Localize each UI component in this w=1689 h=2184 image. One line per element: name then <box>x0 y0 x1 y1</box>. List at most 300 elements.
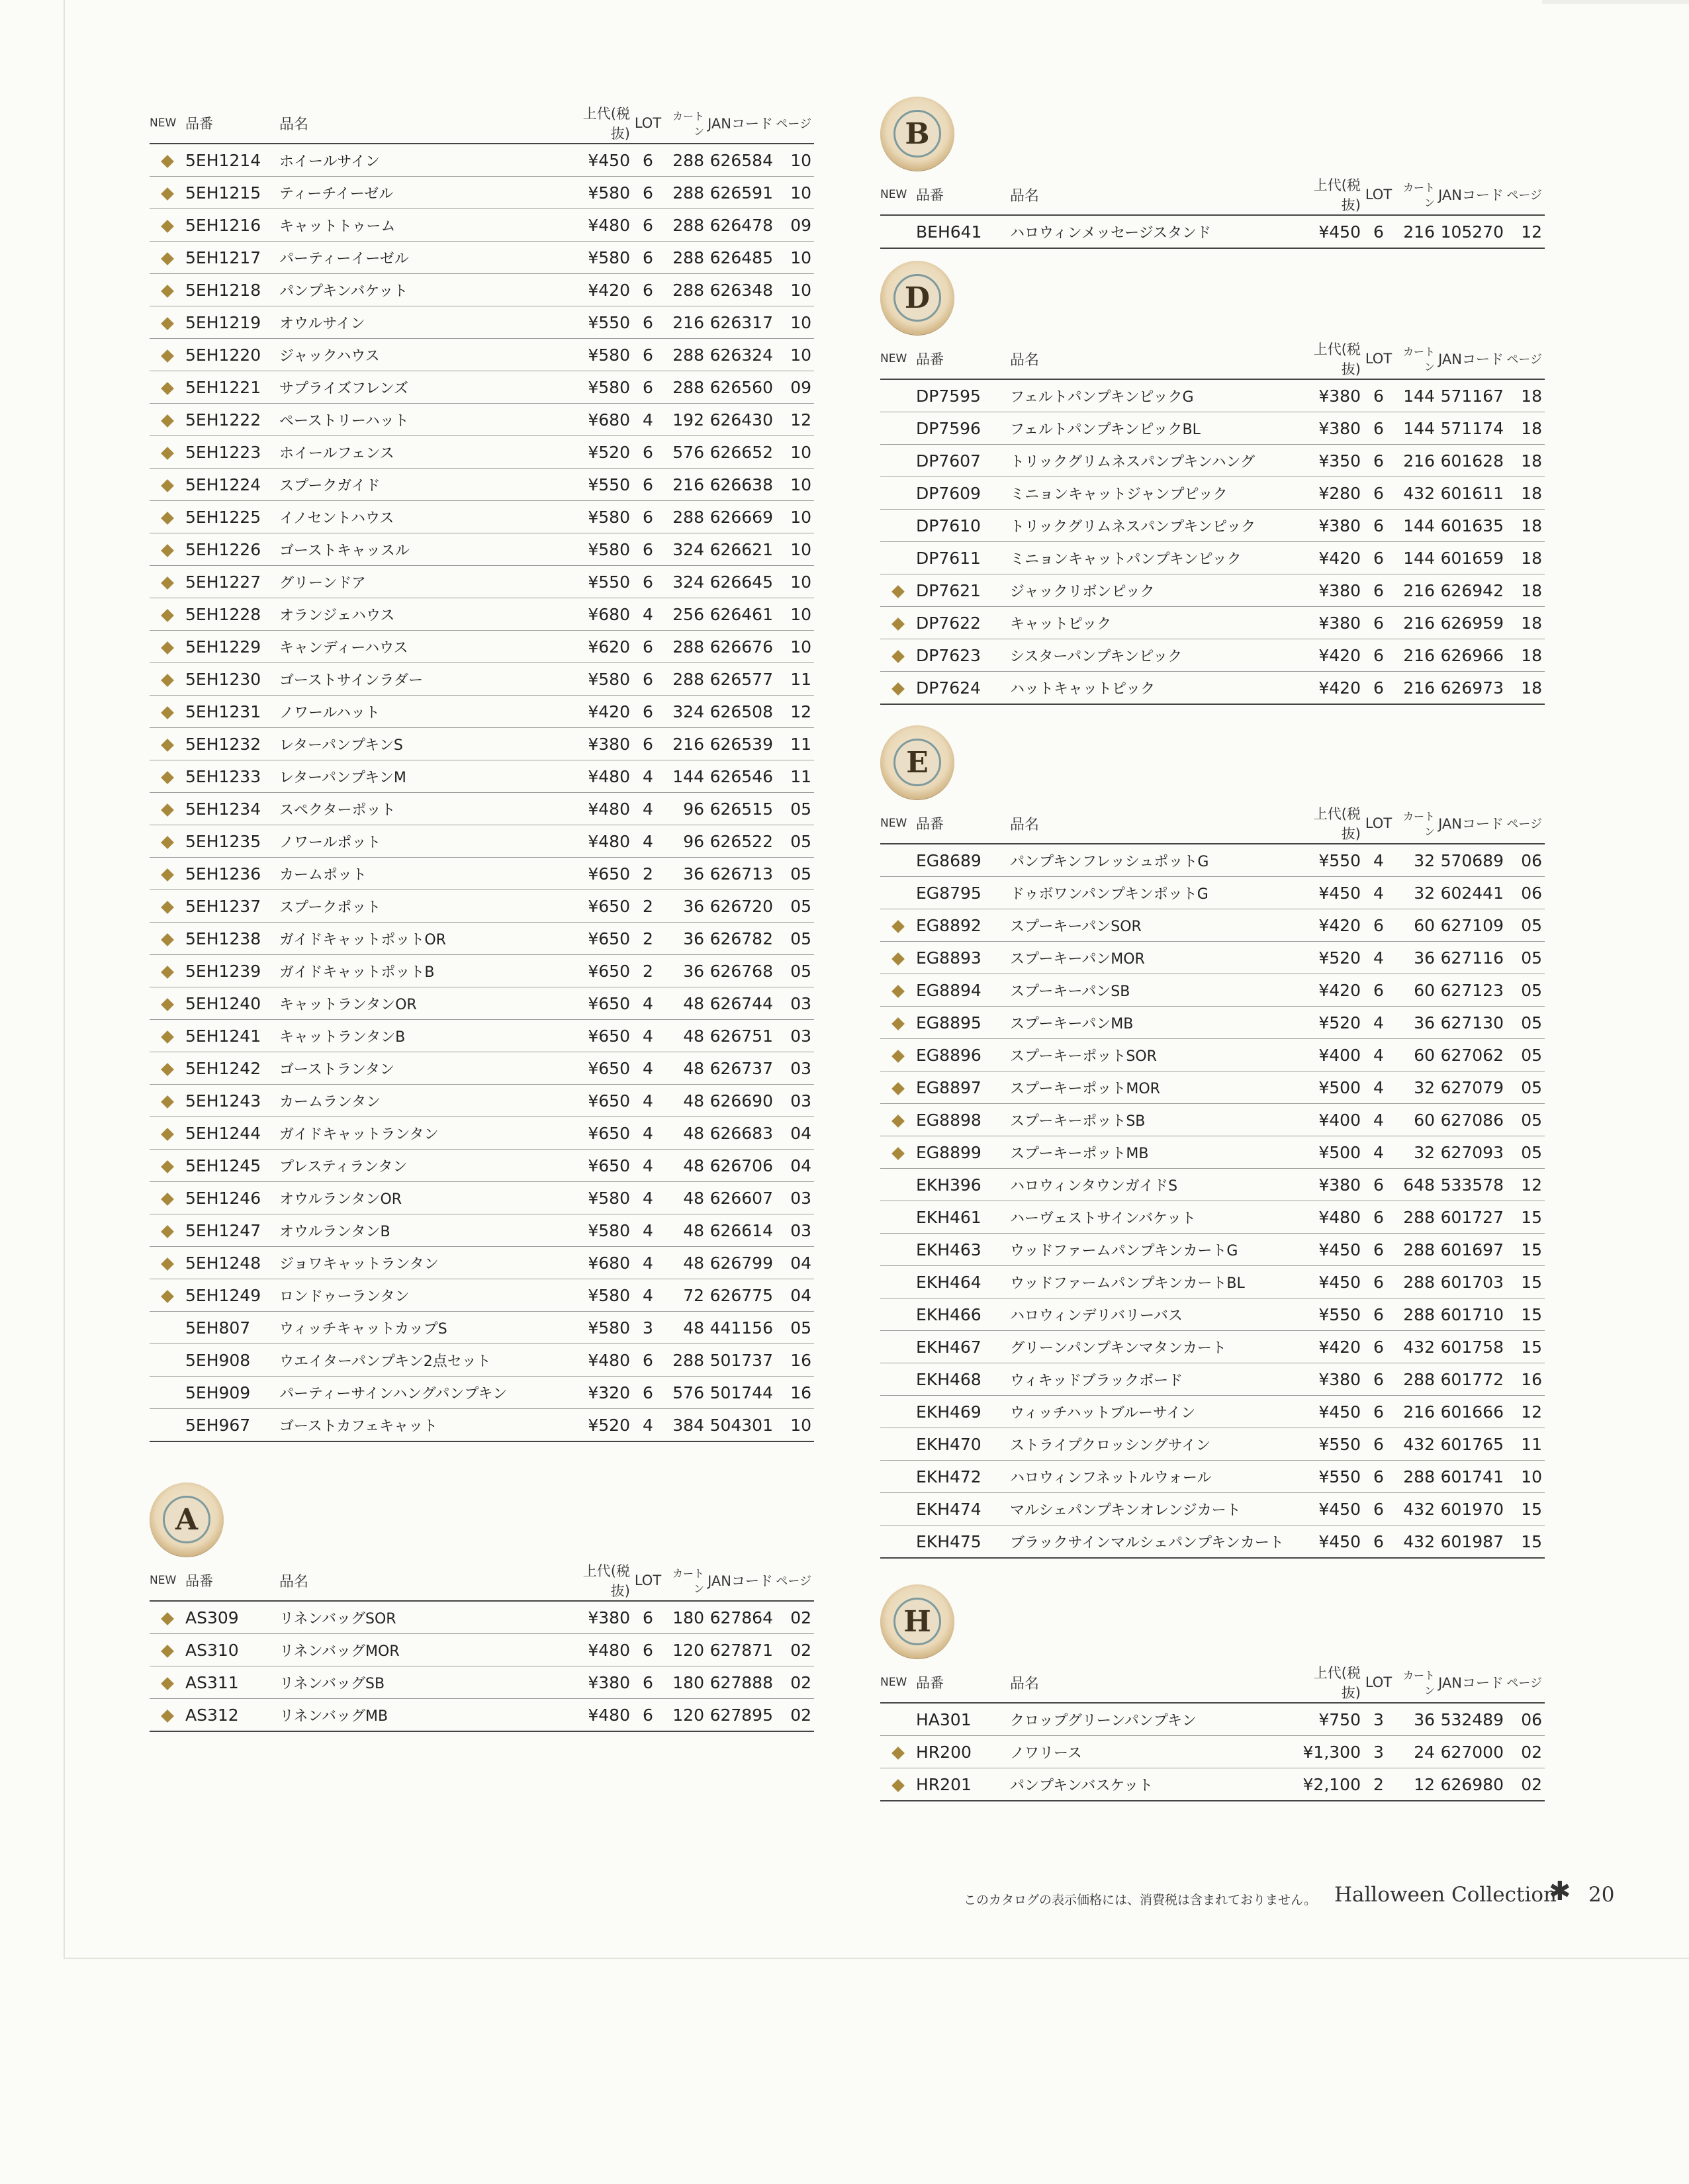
cell-jan: 601659 <box>1435 542 1504 574</box>
table-row <box>880 574 1545 607</box>
column-header-carton: カートン <box>1396 803 1435 844</box>
cell-carton: 48 <box>666 1085 704 1117</box>
new-marker-cell <box>880 1039 916 1071</box>
new-marker-cell <box>880 877 916 909</box>
cell-price: ¥580 <box>564 1214 630 1247</box>
new-diamond-icon <box>161 1030 174 1044</box>
section-e <box>880 725 1545 1559</box>
cell-jan: 627888 <box>704 1666 773 1699</box>
cell-carton: 36 <box>1396 942 1435 974</box>
table-header-row <box>150 103 814 144</box>
table-row <box>150 566 814 598</box>
table-row <box>150 144 814 177</box>
cell-lot: 6 <box>1361 542 1396 574</box>
cell-carton: 32 <box>1396 1071 1435 1104</box>
new-marker-cell <box>150 1377 185 1409</box>
new-marker-cell <box>880 574 916 607</box>
column-header-name: 品名 <box>279 1561 564 1601</box>
cell-jan: 627130 <box>1435 1007 1504 1039</box>
table-header-row <box>880 339 1545 379</box>
new-diamond-icon <box>891 952 905 966</box>
cell-carton: 216 <box>1396 1396 1435 1428</box>
cell-name: スプークポット <box>279 890 564 923</box>
cell-code: EG8898 <box>916 1104 1010 1136</box>
cell-code: 5EH807 <box>185 1312 279 1344</box>
cell-jan: 627895 <box>704 1699 773 1732</box>
cell-carton: 180 <box>666 1601 704 1634</box>
cell-price: ¥580 <box>564 177 630 209</box>
column-header-code: 品番 <box>916 339 1010 379</box>
cell-jan: 601635 <box>1435 510 1504 542</box>
new-marker-cell <box>880 1136 916 1169</box>
table-row <box>880 1136 1545 1169</box>
new-diamond-icon <box>161 382 174 395</box>
cell-price: ¥680 <box>564 1247 630 1279</box>
cell-name: レターパンプキンS <box>279 728 564 760</box>
cell-lot: 6 <box>630 306 666 339</box>
cell-lot: 6 <box>1361 574 1396 607</box>
cell-name: パンプキンバスケット <box>1010 1768 1295 1801</box>
cell-name: ウィッチキャットカップS <box>279 1312 564 1344</box>
cell-code: DP7623 <box>916 639 1010 672</box>
cell-code: 5EH1221 <box>185 371 279 404</box>
cell-jan: 626317 <box>704 306 773 339</box>
cell-price: ¥550 <box>564 566 630 598</box>
cell-name: ペーストリーハット <box>279 404 564 436</box>
table-row <box>880 877 1545 909</box>
new-marker-cell <box>150 631 185 663</box>
new-marker-cell <box>150 1214 185 1247</box>
cell-name: パンプキンフレッシュポットG <box>1010 844 1295 877</box>
cell-code: 5EH1223 <box>185 436 279 469</box>
cell-code: EKH467 <box>916 1331 1010 1363</box>
new-marker-cell <box>880 379 916 412</box>
table-row <box>150 793 814 825</box>
cell-code: AS311 <box>185 1666 279 1699</box>
catalog-table-d <box>880 339 1545 705</box>
cell-name: ホイールフェンス <box>279 436 564 469</box>
cell-lot: 6 <box>630 242 666 274</box>
cell-price: ¥450 <box>1295 1234 1361 1266</box>
cell-jan: 601765 <box>1435 1428 1504 1461</box>
cell-lot: 6 <box>630 274 666 306</box>
cell-code: 5EH1237 <box>185 890 279 923</box>
catalog-table-h <box>880 1662 1545 1801</box>
cell-lot: 4 <box>630 1247 666 1279</box>
cell-code: EKH469 <box>916 1396 1010 1428</box>
cell-jan: 626980 <box>1435 1768 1504 1801</box>
cell-lot: 4 <box>630 825 666 858</box>
cell-code: EG8894 <box>916 974 1010 1007</box>
table-row <box>150 1312 814 1344</box>
cell-code: AS309 <box>185 1601 279 1634</box>
table-row <box>880 1461 1545 1493</box>
cell-jan: 626669 <box>704 501 773 533</box>
cell-code: 5EH1245 <box>185 1150 279 1182</box>
column-header-carton: カートン <box>666 1561 704 1601</box>
cell-page: 10 <box>773 533 814 566</box>
cell-name: プレスティランタン <box>279 1150 564 1182</box>
cell-name: ウィッチハットブルーサイン <box>1010 1396 1295 1428</box>
column-header-name: 品名 <box>1010 1662 1295 1703</box>
cell-name: スプーキーパンMOR <box>1010 942 1295 974</box>
cell-page: 12 <box>773 696 814 728</box>
cell-carton: 432 <box>1396 1331 1435 1363</box>
cell-name: スプーキーポットSOR <box>1010 1039 1295 1071</box>
table-row <box>150 533 814 566</box>
table-row <box>880 909 1545 942</box>
cell-carton: 324 <box>666 533 704 566</box>
cell-carton: 324 <box>666 696 704 728</box>
cell-name: ハーヴェストサインバケット <box>1010 1201 1295 1234</box>
new-marker-cell <box>880 542 916 574</box>
cell-carton: 144 <box>666 760 704 793</box>
cell-carton: 216 <box>1396 574 1435 607</box>
cell-lot: 6 <box>1361 1461 1396 1493</box>
new-marker-cell <box>150 1279 185 1312</box>
cell-jan: 626485 <box>704 242 773 274</box>
cell-code: AS312 <box>185 1699 279 1732</box>
column-header-price: 上代(税抜) <box>1295 1662 1361 1703</box>
column-header-jan: JANコード <box>1435 1662 1504 1703</box>
cell-price: ¥420 <box>564 274 630 306</box>
new-marker-cell <box>880 1363 916 1396</box>
cell-page: 10 <box>773 566 814 598</box>
cell-price: ¥450 <box>1295 877 1361 909</box>
cell-page: 05 <box>773 858 814 890</box>
cell-page: 12 <box>1504 1396 1545 1428</box>
new-marker-cell <box>150 501 185 533</box>
table-row <box>880 1039 1545 1071</box>
new-marker-cell <box>150 793 185 825</box>
cell-jan: 601666 <box>1435 1396 1504 1428</box>
column-header-code: 品番 <box>916 175 1010 215</box>
new-marker-cell <box>150 1247 185 1279</box>
cell-page: 18 <box>1504 510 1545 542</box>
cell-lot: 6 <box>1361 1266 1396 1298</box>
cell-price: ¥550 <box>1295 1461 1361 1493</box>
cell-price: ¥750 <box>1295 1703 1361 1736</box>
cell-price: ¥380 <box>1295 1169 1361 1201</box>
section-badge-h <box>880 1584 954 1659</box>
cell-carton: 288 <box>1396 1461 1435 1493</box>
table-header-row <box>150 1561 814 1601</box>
cell-price: ¥380 <box>1295 574 1361 607</box>
new-marker-cell <box>880 1461 916 1493</box>
cell-lot: 4 <box>630 1279 666 1312</box>
cell-page: 02 <box>1504 1736 1545 1768</box>
cell-code: 5EH1229 <box>185 631 279 663</box>
cell-jan: 441156 <box>704 1312 773 1344</box>
cell-name: フェルトパンプキンピックBL <box>1010 412 1295 445</box>
cell-page: 03 <box>773 1020 814 1052</box>
table-row <box>150 371 814 404</box>
cell-jan: 626782 <box>704 923 773 955</box>
new-diamond-icon <box>161 1193 174 1206</box>
cell-code: EG8897 <box>916 1071 1010 1104</box>
table-row <box>150 890 814 923</box>
cell-code: 5EH1246 <box>185 1182 279 1214</box>
new-diamond-icon <box>161 901 174 914</box>
new-diamond-icon <box>161 252 174 265</box>
cell-carton: 180 <box>666 1666 704 1699</box>
cell-name: ガイドキャットポットB <box>279 955 564 987</box>
cell-name: ノワールポット <box>279 825 564 858</box>
cell-code: EG8892 <box>916 909 1010 942</box>
cell-jan: 627871 <box>704 1634 773 1666</box>
badge-letter: D <box>893 274 941 322</box>
cell-name: パンプキンバケット <box>279 274 564 306</box>
cell-lot: 6 <box>1361 607 1396 639</box>
new-diamond-icon <box>161 674 174 687</box>
new-marker-cell <box>150 987 185 1020</box>
cell-page: 06 <box>1504 877 1545 909</box>
badge-letter: E <box>893 739 941 786</box>
cell-lot: 4 <box>630 760 666 793</box>
table-row <box>880 412 1545 445</box>
cell-page: 11 <box>1504 1428 1545 1461</box>
cell-page: 05 <box>1504 1039 1545 1071</box>
cell-name: オウルランタンOR <box>279 1182 564 1214</box>
cell-price: ¥550 <box>1295 1428 1361 1461</box>
cell-code: 5EH1231 <box>185 696 279 728</box>
cell-lot: 6 <box>1361 1396 1396 1428</box>
page-edge-top <box>1542 0 1689 4</box>
cell-jan: 626522 <box>704 825 773 858</box>
new-marker-cell <box>880 1525 916 1559</box>
cell-carton: 216 <box>1396 607 1435 639</box>
new-marker-cell <box>150 598 185 631</box>
cell-jan: 601727 <box>1435 1201 1504 1234</box>
cell-jan: 601710 <box>1435 1298 1504 1331</box>
new-marker-cell <box>150 1020 185 1052</box>
new-marker-cell <box>150 533 185 566</box>
cell-lot: 6 <box>1361 1169 1396 1201</box>
cell-name: ゴーストサインラダー <box>279 663 564 696</box>
cell-price: ¥380 <box>1295 607 1361 639</box>
cell-code: EKH396 <box>916 1169 1010 1201</box>
cell-lot: 6 <box>630 436 666 469</box>
cell-page: 16 <box>773 1344 814 1377</box>
column-header-code: 品番 <box>185 103 279 144</box>
table-row <box>150 1666 814 1699</box>
cell-carton: 120 <box>666 1699 704 1732</box>
cell-page: 10 <box>773 598 814 631</box>
table-row <box>880 1104 1545 1136</box>
table-row <box>150 728 814 760</box>
cell-lot: 4 <box>630 1409 666 1442</box>
cell-carton: 120 <box>666 1634 704 1666</box>
cell-page: 10 <box>1504 1461 1545 1493</box>
new-diamond-icon <box>891 1147 905 1160</box>
new-diamond-icon <box>161 966 174 979</box>
cell-jan: 626744 <box>704 987 773 1020</box>
new-diamond-icon <box>161 868 174 882</box>
cell-jan: 570689 <box>1435 844 1504 877</box>
cell-jan: 626652 <box>704 436 773 469</box>
cell-page: 04 <box>773 1150 814 1182</box>
cell-name: スプーキーポットSB <box>1010 1104 1295 1136</box>
cell-page: 02 <box>773 1634 814 1666</box>
new-diamond-icon <box>891 1050 905 1063</box>
new-marker-cell <box>150 566 185 598</box>
cell-code: EKH464 <box>916 1266 1010 1298</box>
cell-carton: 288 <box>1396 1363 1435 1396</box>
cell-jan: 627123 <box>1435 974 1504 1007</box>
column-header-page: ページ <box>1504 803 1545 844</box>
cell-page: 10 <box>773 501 814 533</box>
table-row <box>150 663 814 696</box>
cell-carton: 144 <box>1396 412 1435 445</box>
cell-code: 5EH1226 <box>185 533 279 566</box>
new-diamond-icon <box>891 1747 905 1760</box>
new-marker-cell <box>150 890 185 923</box>
cell-carton: 216 <box>666 728 704 760</box>
new-marker-cell <box>150 371 185 404</box>
cell-lot: 6 <box>630 209 666 242</box>
new-marker-cell <box>880 477 916 510</box>
cell-page: 15 <box>1504 1234 1545 1266</box>
cell-lot: 6 <box>1361 215 1396 248</box>
cell-carton: 384 <box>666 1409 704 1442</box>
table-row <box>150 1020 814 1052</box>
new-marker-cell <box>880 844 916 877</box>
cell-carton: 432 <box>1396 477 1435 510</box>
cell-code: HA301 <box>916 1703 1010 1736</box>
new-diamond-icon <box>161 1225 174 1238</box>
cell-price: ¥450 <box>1295 215 1361 248</box>
cell-carton: 48 <box>666 987 704 1020</box>
cell-lot: 6 <box>1361 1298 1396 1331</box>
cell-price: ¥420 <box>564 696 630 728</box>
cell-carton: 288 <box>1396 1234 1435 1266</box>
table-row <box>150 1052 814 1085</box>
cell-jan: 626768 <box>704 955 773 987</box>
table-row <box>880 542 1545 574</box>
cell-code: 5EH1233 <box>185 760 279 793</box>
cell-name: ミニョンキャットジャンプピック <box>1010 477 1295 510</box>
table-row <box>150 1409 814 1442</box>
cell-price: ¥650 <box>564 1020 630 1052</box>
table-row <box>880 1525 1545 1559</box>
new-diamond-icon <box>161 609 174 622</box>
cell-lot: 4 <box>630 598 666 631</box>
new-marker-cell <box>150 955 185 987</box>
cell-carton: 288 <box>1396 1298 1435 1331</box>
cell-price: ¥2,100 <box>1295 1768 1361 1801</box>
cell-price: ¥580 <box>564 371 630 404</box>
section-badge-d <box>880 261 954 335</box>
badge-letter: B <box>893 110 941 158</box>
cell-price: ¥420 <box>1295 639 1361 672</box>
new-marker-cell <box>150 436 185 469</box>
cell-page: 10 <box>773 1409 814 1442</box>
cell-carton: 48 <box>666 1182 704 1214</box>
cell-code: EKH461 <box>916 1201 1010 1234</box>
cell-name: トリックグリムネスパンプキンハング <box>1010 445 1295 477</box>
cell-jan: 626430 <box>704 404 773 436</box>
cell-code: 5EH909 <box>185 1377 279 1409</box>
cell-code: EG8893 <box>916 942 1010 974</box>
new-diamond-icon <box>161 512 174 525</box>
new-diamond-icon <box>161 1709 174 1723</box>
cell-carton: 216 <box>1396 215 1435 248</box>
table-row <box>150 177 814 209</box>
cell-name: ゴーストキャッスル <box>279 533 564 566</box>
cell-lot: 3 <box>630 1312 666 1344</box>
cell-code: 5EH1239 <box>185 955 279 987</box>
table-row <box>150 404 814 436</box>
new-diamond-icon <box>891 650 905 663</box>
cell-name: シスターパンプキンピック <box>1010 639 1295 672</box>
cell-carton: 36 <box>666 858 704 890</box>
cell-lot: 6 <box>630 339 666 371</box>
table-row <box>880 1298 1545 1331</box>
asterisk-icon: ✱ <box>1549 1876 1571 1907</box>
cell-lot: 6 <box>630 469 666 501</box>
new-diamond-icon <box>161 220 174 233</box>
cell-page: 05 <box>773 825 814 858</box>
new-diamond-icon <box>161 1257 174 1271</box>
cell-page: 12 <box>1504 1169 1545 1201</box>
cell-code: 5EH1215 <box>185 177 279 209</box>
cell-carton: 48 <box>666 1117 704 1150</box>
new-diamond-icon <box>161 1063 174 1076</box>
new-diamond-icon <box>891 617 905 631</box>
cell-price: ¥420 <box>1295 909 1361 942</box>
cell-page: 02 <box>773 1601 814 1634</box>
cell-price: ¥520 <box>564 436 630 469</box>
cell-code: 5EH1235 <box>185 825 279 858</box>
cell-jan: 601758 <box>1435 1331 1504 1363</box>
cell-code: BEH641 <box>916 215 1010 248</box>
cell-price: ¥480 <box>1295 1201 1361 1234</box>
cell-price: ¥480 <box>564 1634 630 1666</box>
cell-jan: 627093 <box>1435 1136 1504 1169</box>
cell-code: 5EH1249 <box>185 1279 279 1312</box>
cell-page: 18 <box>1504 542 1545 574</box>
new-diamond-icon <box>161 414 174 428</box>
cell-carton: 48 <box>666 1150 704 1182</box>
cell-price: ¥650 <box>564 955 630 987</box>
cell-price: ¥580 <box>564 242 630 274</box>
new-diamond-icon <box>161 1160 174 1173</box>
cell-name: オランジェハウス <box>279 598 564 631</box>
cell-code: 5EH1241 <box>185 1020 279 1052</box>
cell-code: DP7621 <box>916 574 1010 607</box>
cell-name: ロンドゥーランタン <box>279 1279 564 1312</box>
cell-carton: 288 <box>666 144 704 177</box>
cell-page: 05 <box>1504 1104 1545 1136</box>
new-marker-cell <box>150 1666 185 1699</box>
cell-jan: 626676 <box>704 631 773 663</box>
cell-jan: 626799 <box>704 1247 773 1279</box>
cell-page: 05 <box>773 1312 814 1344</box>
cell-page: 05 <box>773 793 814 825</box>
cell-name: リネンバッグMOR <box>279 1634 564 1666</box>
cell-lot: 6 <box>630 728 666 760</box>
cell-page: 02 <box>1504 1768 1545 1801</box>
cell-page: 05 <box>773 923 814 955</box>
cell-page: 11 <box>773 728 814 760</box>
cell-name: ノワールハット <box>279 696 564 728</box>
new-diamond-icon <box>161 187 174 201</box>
cell-price: ¥420 <box>1295 1331 1361 1363</box>
cell-name: スプーキーパンSOR <box>1010 909 1295 942</box>
table-header-row <box>880 803 1545 844</box>
cell-page: 10 <box>773 436 814 469</box>
cell-code: 5EH1243 <box>185 1085 279 1117</box>
